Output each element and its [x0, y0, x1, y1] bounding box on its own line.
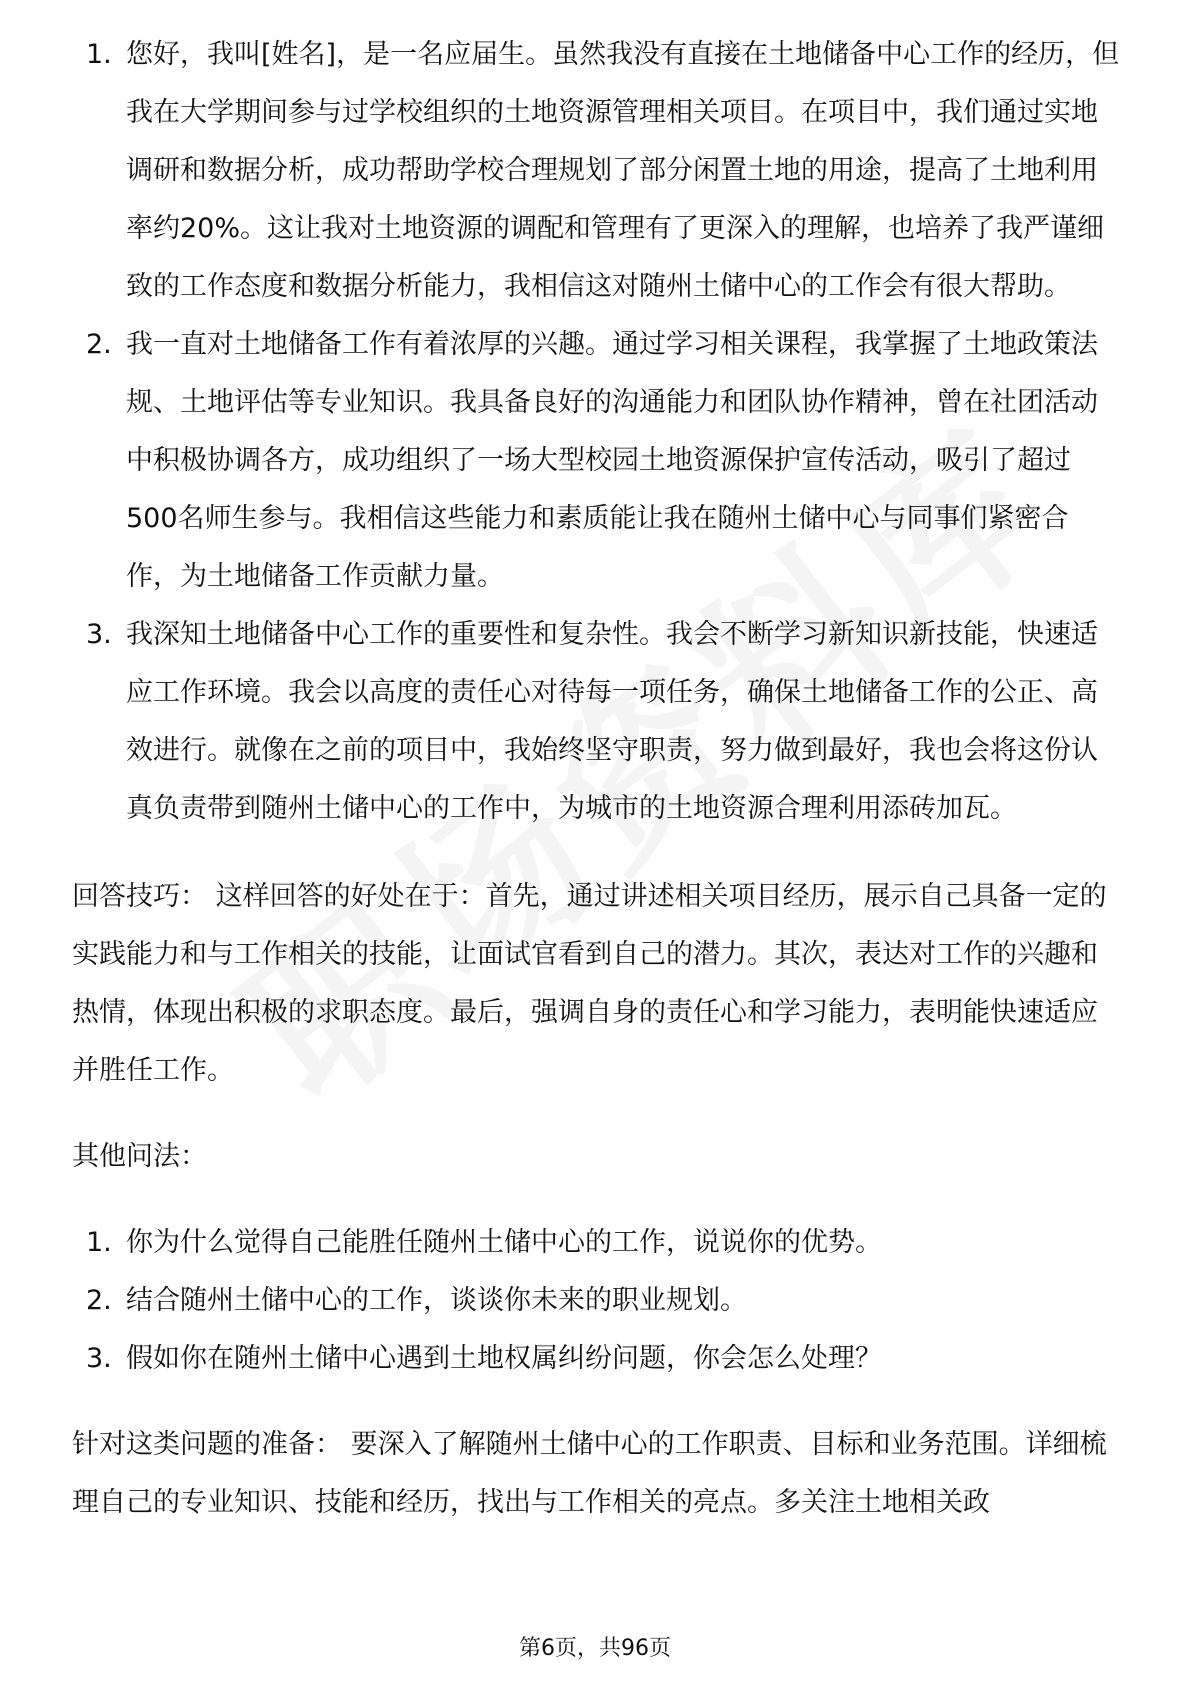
list-item — [72, 1330, 1122, 1388]
other-questions-list — [72, 1214, 1122, 1388]
list-item — [72, 606, 1122, 838]
document-body — [72, 30, 1122, 1532]
list-item-text: 结合随州土储中心的工作，谈谈你未来的职业规划。 — [126, 1285, 747, 1316]
list-item — [72, 1214, 1122, 1272]
list-item-number: 1. — [86, 1227, 112, 1258]
answer-list — [72, 26, 1122, 838]
answer-tips-paragraph: 回答技巧： 这样回答的好处在于：首先，通过讲述相关项目经历，展示自己具备一定的实践能力和与工作相关的技能，让面试官看到自己的潜力。其次，表达对工作的兴趣和热情，体现出积极的求职态度。最后，强调自身的责任心和学习能力，表明能快速适应并胜任工作。 — [72, 881, 1107, 1086]
list-item-number: 3. — [86, 1343, 112, 1374]
list-item — [72, 26, 1122, 316]
list-item — [72, 316, 1122, 606]
list-item-text: 假如你在随州土储中心遇到土地权属纠纷问题，你会怎么处理？ — [126, 1343, 882, 1374]
page-number: 第6页，共96页 — [519, 1636, 671, 1661]
list-item-number: 2. — [86, 1285, 112, 1316]
list-item-text: 你为什么觉得自己能胜任随州土储中心的工作，说说你的优势。 — [126, 1227, 882, 1258]
list-item — [72, 1272, 1122, 1330]
list-item-text: 您好，我叫[姓名]，是一名应届生。虽然我没有直接在土地储备中心工作的经历，但我在大学期间参与过学校组织的土地资源管理相关项目。在项目中，我们通过实地调研和数据分析，成功帮助学校合理规划了部分闲置土地的用途，提高了土地利用率约20%。这让我对土地资源的调配和管理有了更深入的理解，也培养了我严谨细致的工作态度和数据分析能力，我相信这对随州土储中心的工作会有很大帮助。 — [126, 39, 1120, 302]
other-questions-heading: 其他问法： — [72, 1141, 207, 1172]
list-item-text: 我一直对土地储备工作有着浓厚的兴趣。通过学习相关课程，我掌握了土地政策法规、土地评估等专业知识。我具备良好的沟通能力和团队协作精神，曾在社团活动中积极协调各方，成功组织了一场大型校园土地资源保护宣传活动，吸引了超过500名师生参与。我相信这些能力和素质能让我在随州土储中心与同事们紧密合作，为土地储备工作贡献力量。 — [126, 329, 1098, 592]
list-item-number: 1. — [86, 39, 112, 70]
preparation-paragraph: 针对这类问题的准备： 要深入了解随州土储中心的工作职责、目标和业务范围。详细梳理自己的专业知识、技能和经历，找出与工作相关的亮点。多关注土地相关政 — [72, 1429, 1107, 1518]
list-item-text: 我深知土地储备中心工作的重要性和复杂性。我会不断学习新知识新技能，快速适应工作环境。我会以高度的责任心对待每一项任务，确保土地储备工作的公正、高效进行。就像在之前的项目中，我始终坚守职责，努力做到最好，我也会将这份认真负责带到随州土储中心的工作中，为城市的土地资源合理利用添砖加瓦。 — [126, 619, 1098, 824]
list-item-number: 3. — [86, 619, 112, 650]
list-item-number: 2. — [86, 329, 112, 360]
